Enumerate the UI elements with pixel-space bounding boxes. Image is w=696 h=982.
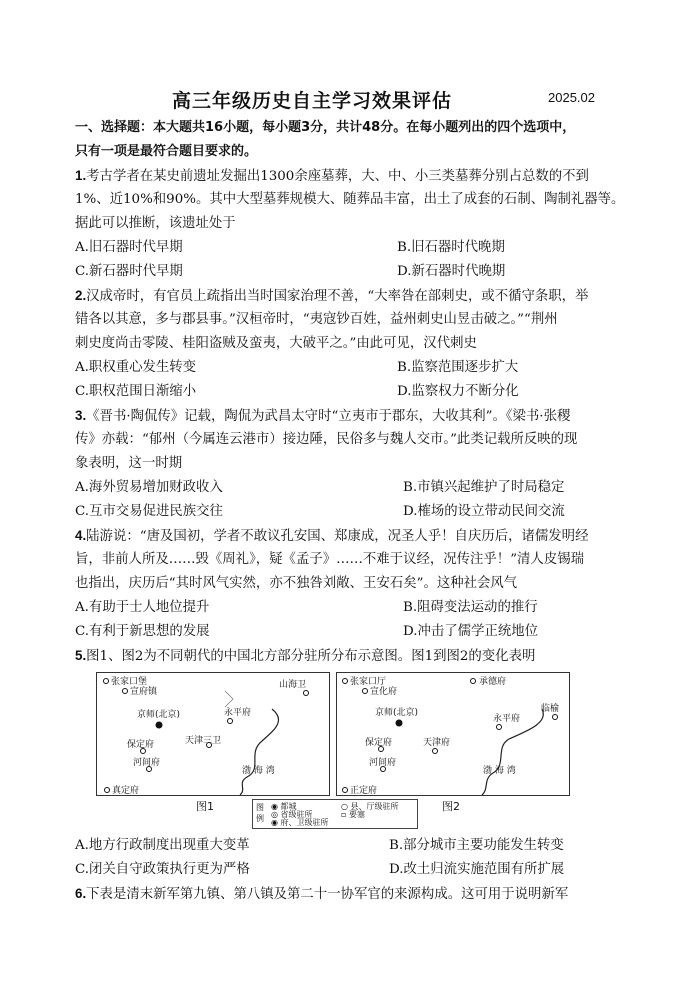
place-marker-icon xyxy=(471,679,476,684)
map1-label: 真定府 xyxy=(112,786,140,795)
map-1-drawing xyxy=(97,673,329,795)
capital-marker-icon xyxy=(156,722,163,729)
map-1-caption: 图1 xyxy=(196,800,214,813)
legend-label: 府、卫级驻所 xyxy=(280,818,329,827)
map1-label: 张家口堡 xyxy=(111,677,148,687)
legend-label: 县、厅级驻所 xyxy=(350,802,399,811)
coastline xyxy=(240,709,279,795)
map-2-drawing xyxy=(337,673,569,795)
map1-label: 宣府镇 xyxy=(130,687,158,697)
question-4-line1 xyxy=(75,527,675,546)
map1-label: 永平府 xyxy=(224,708,252,718)
road-line xyxy=(225,691,233,707)
exam-date: 2025.02 xyxy=(548,90,595,105)
question-2-line3: 刺史度尚击零陵、桂阳盗贼及蛮夷，大破平之。”由此可见，汉代刺史 xyxy=(75,336,477,351)
q2-option-c: C.职权范围日渐缩小 xyxy=(75,384,197,399)
question-3-line2: 传》亦载：“郁州（今属连云港市）接边陲，民俗多与魏人交市。”此类记载所反映的现 xyxy=(75,432,578,447)
question-number: 5. xyxy=(75,648,87,663)
q1-option-d: D.新石器时代晚期 xyxy=(397,264,506,279)
map2-label: 正定府 xyxy=(350,786,378,795)
question-2-line2: 错各以其意，多与郡县事。”汉桓帝时，“夷寇钞百姓，益州刺史山昱击破之。”“荆州 xyxy=(75,312,558,327)
legend-item: ○ 县、厅级驻所 xyxy=(341,802,399,811)
map2-label: 天津府 xyxy=(423,738,451,748)
page-title: 高三年级历史自主学习效果评估 xyxy=(172,90,453,112)
question-1-line2: 1%、近10%和90%。其中大型墓葬规模大、随葬品丰富，出土了成套的石制、陶制礼器等。 xyxy=(75,192,625,207)
map-2-caption: 图2 xyxy=(442,800,460,813)
q4-option-d: D.冲击了儒学正统地位 xyxy=(403,624,539,639)
q5-option-a: A.地方行政制度出现重大变革 xyxy=(75,838,250,853)
place-marker-icon xyxy=(123,689,128,694)
legend-heading: 图例 xyxy=(256,803,264,823)
place-marker-icon xyxy=(304,691,309,696)
question-text: 下表是清末新军第九镇、第八镇及第二十一协军官的来源构成。这可用于说明新军 xyxy=(86,887,569,902)
map1-label: 天津三卫 xyxy=(185,736,222,746)
legend-item: ▫ 要塞 xyxy=(341,810,365,819)
question-number: 4. xyxy=(75,528,87,543)
place-marker-icon xyxy=(433,749,438,754)
q2-option-a: A.职权重心发生转变 xyxy=(75,360,197,375)
place-marker-icon xyxy=(228,719,233,724)
q3-option-c: C.互市交易促进民族交往 xyxy=(75,504,223,519)
map1-label: 京师(北京) xyxy=(137,710,181,720)
q1-option-c: C.新石器时代早期 xyxy=(75,264,183,279)
place-marker-icon xyxy=(553,715,558,720)
map2-label: 宣化府 xyxy=(370,687,398,697)
q4-option-c: C.有利于新思想的发展 xyxy=(75,624,210,639)
map2-label: 临榆 xyxy=(541,704,560,714)
map2-label: 张家口厅 xyxy=(350,677,387,687)
question-text: 考古学者在某史前遗址发掘出1300余座墓葬，大、中、小三类墓葬分别占总数的不到 xyxy=(86,169,589,184)
q3-option-a: A.海外贸易增加财政收入 xyxy=(75,480,223,495)
q5-option-d: D.改土归流实施范围有所扩展 xyxy=(389,862,565,877)
question-text: 《晋书·陶侃传》记载，陶侃为武昌太守时“立夷市于郡东，大收其利”。《梁书·张稷 xyxy=(86,409,571,424)
map2-label: 保定府 xyxy=(365,738,393,748)
q5-option-c: C.闭关自守政策执行更为严格 xyxy=(75,862,250,877)
q1-option-b: B.旧石器时代晚期 xyxy=(397,240,505,255)
question-4-line2: 旨，非前人所及……毁《周礼》，疑《孟子》……不难于议经，况传注乎！”清人皮锡瑞 xyxy=(75,552,584,567)
question-text: 汉成帝时，有官员上疏指出当时国家治理不善，“大率咎在部刺史，或不循守条职，举 xyxy=(86,289,589,304)
question-number: 3. xyxy=(75,408,87,423)
q1-option-a: A.旧石器时代早期 xyxy=(75,240,183,255)
map1-label: 保定府 xyxy=(127,740,155,750)
map2-label: 承德府 xyxy=(479,677,507,687)
q2-option-b: B.监察范围逐步扩大 xyxy=(397,360,519,375)
question-number: 6. xyxy=(75,886,87,901)
question-number: 2. xyxy=(75,288,87,303)
question-text: 图1、图2为不同朝代的中国北方部分驻所分布示意图。图1到图2的变化表明 xyxy=(86,649,536,664)
section-heading-line1: 一、选择题：本大题共16小题，每小题3分，共计48分。在每小题列出的四个选项中， xyxy=(75,120,576,135)
place-marker-icon xyxy=(105,788,110,793)
map2-label: 永平府 xyxy=(493,714,521,724)
map-figure-1 xyxy=(96,672,330,796)
map-legend xyxy=(252,799,418,829)
legend-label: 省级驻所 xyxy=(280,810,313,819)
map2-label: 京师(北京) xyxy=(375,708,419,718)
q4-option-b: B.阻碍变法运动的推行 xyxy=(403,600,538,615)
map1-label: 渤 海 湾 xyxy=(242,766,275,776)
map2-label: 渤 海 湾 xyxy=(483,766,516,776)
place-marker-icon xyxy=(363,689,368,694)
map-figure-2 xyxy=(336,672,570,796)
map2-label: 河间府 xyxy=(369,758,397,768)
legend-label: 要塞 xyxy=(348,810,365,819)
map1-label: 河间府 xyxy=(133,758,161,768)
question-2-line1 xyxy=(75,287,675,306)
q2-option-d: D.监察权力不断分化 xyxy=(397,384,519,399)
question-text: 陆游说：“唐及国初，学者不敢议孔安国、郑康成，况圣人乎！自庆历后，诸儒发明经 xyxy=(86,529,589,544)
question-3-line3: 象表明，这一时期 xyxy=(75,456,183,471)
question-4-line3: 也指出，庆历后“其时风气实然，亦不独咎刘敞、王安石矣”。这种社会风气 xyxy=(75,576,518,591)
section-heading-line2: 只有一项是最符合题目要求的。 xyxy=(75,144,258,159)
question-3-line1 xyxy=(75,407,675,426)
question-1-line1 xyxy=(75,167,675,186)
legend-item: ◉ 都城 xyxy=(271,802,297,811)
q3-option-b: B.市镇兴起维护了时局稳定 xyxy=(403,480,565,495)
legend-item: ◎ 省级驻所 xyxy=(271,810,313,819)
map1-label: 山海卫 xyxy=(279,680,307,690)
legend-label: 都城 xyxy=(280,802,297,811)
question-1-line3: 据此可以推断，该遗址处于 xyxy=(75,216,236,231)
q5-option-b: B.部分城市主要功能发生转变 xyxy=(389,838,564,853)
place-marker-icon xyxy=(343,788,348,793)
place-marker-icon xyxy=(497,725,502,730)
question-number: 1. xyxy=(75,168,87,183)
place-marker-icon xyxy=(104,679,109,684)
question-5-line1 xyxy=(75,647,675,666)
legend-item: ◉ 府、卫级驻所 xyxy=(271,818,329,827)
q3-option-d: D.榷场的设立带动民间交流 xyxy=(403,504,565,519)
capital-marker-icon xyxy=(396,720,403,727)
question-6-line1 xyxy=(75,885,675,904)
place-marker-icon xyxy=(343,679,348,684)
q4-option-a: A.有助于士人地位提升 xyxy=(75,600,210,615)
